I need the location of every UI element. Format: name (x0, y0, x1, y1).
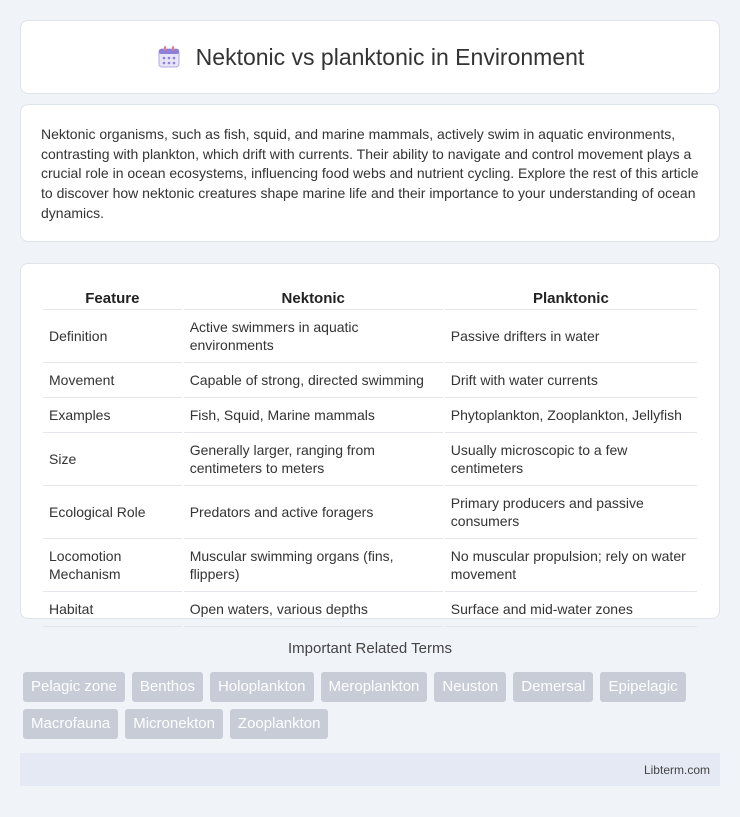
table-row (43, 539, 697, 592)
table-header-row (43, 286, 697, 310)
row-feature: Locomotion Mechanism (43, 539, 182, 592)
tag-holoplankton[interactable]: Holoplankton (210, 672, 314, 702)
table-row (43, 398, 697, 433)
table-row (43, 363, 697, 398)
intro-card (20, 104, 720, 242)
tag-benthos[interactable]: Benthos (132, 672, 203, 702)
row-feature: Size (43, 433, 182, 486)
header-feature: Feature (43, 286, 182, 310)
related-tags (23, 672, 723, 739)
page-title: Nektonic vs planktonic in Environment (195, 43, 585, 70)
footer-site-link[interactable]: Libterm.com (643, 763, 710, 777)
row-feature: Habitat (43, 592, 182, 627)
row-nektonic: Muscular swimming organs (fins, flippers) (184, 539, 443, 592)
comparison-card (20, 263, 720, 619)
row-nektonic: Capable of strong, directed swimming (184, 363, 443, 398)
related-terms-title: Important Related Terms (288, 640, 452, 657)
tag-zooplankton[interactable]: Zooplankton (230, 709, 329, 739)
row-feature: Definition (43, 310, 182, 363)
calendar-icon (156, 44, 182, 70)
table-row (43, 310, 697, 363)
footer (20, 753, 720, 786)
table-row (43, 433, 697, 486)
tag-epipelagic[interactable]: Epipelagic (600, 672, 685, 702)
tag-meroplankton[interactable]: Meroplankton (321, 672, 428, 702)
tag-neuston[interactable]: Neuston (434, 672, 506, 702)
tag-pelagic-zone[interactable]: Pelagic zone (23, 672, 125, 702)
row-nektonic: Open waters, various depths (184, 592, 443, 627)
row-feature: Examples (43, 398, 182, 433)
row-planktonic: Primary producers and passive consumers (445, 486, 697, 539)
header-planktonic: Planktonic (445, 286, 697, 310)
row-nektonic: Predators and active foragers (184, 486, 443, 539)
tag-micronekton[interactable]: Micronekton (125, 709, 223, 739)
row-planktonic: Drift with water currents (445, 363, 697, 398)
row-planktonic: Usually microscopic to a few centimeters (445, 433, 697, 486)
row-planktonic: Surface and mid-water zones (445, 592, 697, 627)
tag-macrofauna[interactable]: Macrofauna (23, 709, 118, 739)
row-planktonic: Passive drifters in water (445, 310, 697, 363)
table-row (43, 592, 697, 627)
intro-text: Nektonic organisms, such as fish, squid, and marine mammals, actively swim in aquatic environments, contrasting with plankton, which drift with currents. Their ability to navigate and control movement plays a crucial role in ocean ecosystems, influencing food webs and nutrient cycling. Explore the rest of this article to discover how nektonic creatures shape marine life and their importance to your understanding of ocean dynamics. (41, 126, 699, 221)
row-nektonic: Generally larger, ranging from centimeters to meters (184, 433, 443, 486)
table-row (43, 486, 697, 539)
title-card (20, 20, 720, 94)
tag-demersal[interactable]: Demersal (513, 672, 593, 702)
row-nektonic: Active swimmers in aquatic environments (184, 310, 443, 363)
row-feature: Movement (43, 363, 182, 398)
row-planktonic: No muscular propulsion; rely on water movement (445, 539, 697, 592)
row-nektonic: Fish, Squid, Marine mammals (184, 398, 443, 433)
header-nektonic: Nektonic (184, 286, 443, 310)
row-planktonic: Phytoplankton, Zooplankton, Jellyfish (445, 398, 697, 433)
comparison-table (41, 286, 699, 627)
row-feature: Ecological Role (43, 486, 182, 539)
